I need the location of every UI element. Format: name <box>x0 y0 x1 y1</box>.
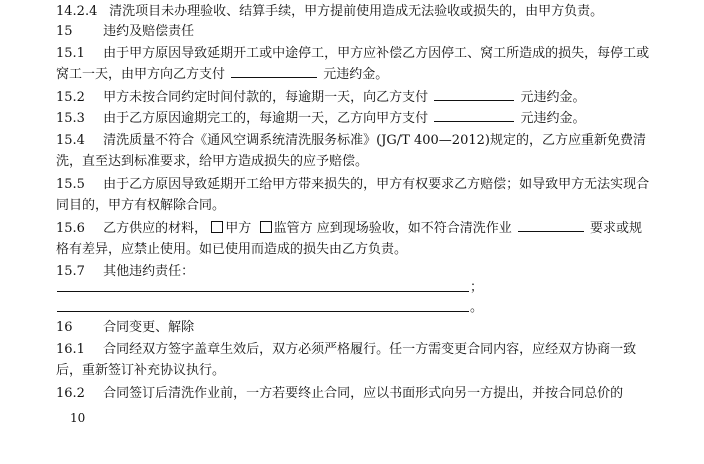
clause-text: 甲方未按合同约定时间付款的，每逾期一天，向乙方支付 <box>103 90 429 105</box>
clause-text: 由于乙方原因逾期完工的，每逾期一天，乙方向甲方支付 <box>103 111 429 126</box>
clause-15-6-line2 <box>56 240 407 260</box>
requirement-blank[interactable] <box>518 219 584 232</box>
checkbox-label: 甲方 <box>225 221 252 236</box>
clause-16-1-line1 <box>56 340 636 360</box>
clause-text: 元违约金。 <box>520 90 586 105</box>
clause-text: 元违约金。 <box>520 111 586 126</box>
section-title: 合同变更、解除 <box>103 320 195 335</box>
page-number: 10 <box>70 411 86 425</box>
clause-number: 15.4 <box>56 133 85 148</box>
clause-text: 应到现场验收，如不符合清洗作业 <box>316 221 512 236</box>
clause-15-4-line2 <box>56 152 368 172</box>
checkbox-label: 监管方 <box>273 221 313 236</box>
clause-16-1-line2 <box>56 361 225 381</box>
checkbox-party-a[interactable] <box>211 221 223 233</box>
clause-text: 合同签订后清洗作业前，一方若要终止合同，应以书面形式向另一方提出，并按合同总价的 <box>103 386 624 401</box>
clause-number: 15.1 <box>56 46 85 61</box>
section-16-heading <box>56 318 194 338</box>
clause-text: 由于甲方原因导致延期开工或中途停工，甲方应补偿乙方因停工、窝工所造成的损失，每停工或 <box>103 46 650 61</box>
clause-text: 格有差异，应禁止使用。如已使用而造成的损失由乙方负责。 <box>56 242 408 257</box>
penalty-blank[interactable] <box>231 65 317 78</box>
clause-number: 15.2 <box>56 90 85 105</box>
clause-15-4-line1 <box>56 131 646 151</box>
clause-number: 16.2 <box>56 386 85 401</box>
clause-number: 14.2.4 <box>56 4 98 19</box>
clause-text: 窝工一天，由甲方向乙方支付 <box>56 67 226 82</box>
clause-text: 要求或规 <box>590 221 643 236</box>
clause-number: 15.3 <box>56 111 85 126</box>
clause-text: 清洗项目未办理验收、结算手续，甲方提前使用造成无法验收或损失的，由甲方负责。 <box>109 4 604 19</box>
line-end-mark: ； <box>470 280 484 295</box>
clause-number: 16.1 <box>56 342 85 357</box>
penalty-blank[interactable] <box>434 109 514 122</box>
clause-number: 15.7 <box>56 264 85 279</box>
clause-text: 合同经双方签字盖章生效后，双方必须严格履行。任一方需变更合同内容，应经双方协商一致 <box>103 342 637 357</box>
clause-text: 洗，直至达到标准要求，给甲方造成损失的应予赔偿。 <box>56 154 369 169</box>
section-number: 15 <box>56 24 73 39</box>
clause-15-7 <box>56 262 194 282</box>
other-liability-line-2[interactable] <box>57 310 469 312</box>
penalty-blank[interactable] <box>434 88 514 101</box>
clause-15-5-line2 <box>56 196 225 216</box>
section-15-heading <box>56 22 194 42</box>
clause-text: 清洗质量不符合《通风空调系统清洗服务标准》(JG/T 400—2012)规定的，乙方应重新免费清 <box>103 133 646 148</box>
clause-16-2-line1 <box>56 384 623 404</box>
clause-text: 同目的，甲方有权解除合同。 <box>56 198 226 213</box>
clause-text: 后，重新签订补充协议执行。 <box>56 363 226 378</box>
clause-text: 元违约金。 <box>323 67 389 82</box>
section-title: 违约及赔偿责任 <box>103 24 195 39</box>
section-number: 16 <box>56 320 73 335</box>
clause-15-1-line1 <box>56 44 649 64</box>
clause-15-3 <box>56 109 585 129</box>
clause-15-1-line2 <box>56 65 388 85</box>
clause-15-2 <box>56 88 585 108</box>
clause-number: 15.5 <box>56 177 85 192</box>
checkbox-supervisor[interactable] <box>260 221 272 233</box>
clause-14-2-4 <box>56 2 603 22</box>
clause-text: 由于乙方原因导致延期开工给甲方带来损失的，甲方有权要求乙方赔偿；如导致甲方无法实现合 <box>103 177 650 192</box>
clause-15-5-line1 <box>56 175 649 195</box>
clause-15-6-line1 <box>56 219 642 239</box>
other-liability-line-1[interactable] <box>57 290 469 292</box>
line-end-mark: 。 <box>470 300 484 315</box>
clause-number: 15.6 <box>56 221 85 236</box>
clause-text: 乙方供应的材料， <box>103 221 208 236</box>
clause-text: 其他违约责任： <box>103 264 195 279</box>
